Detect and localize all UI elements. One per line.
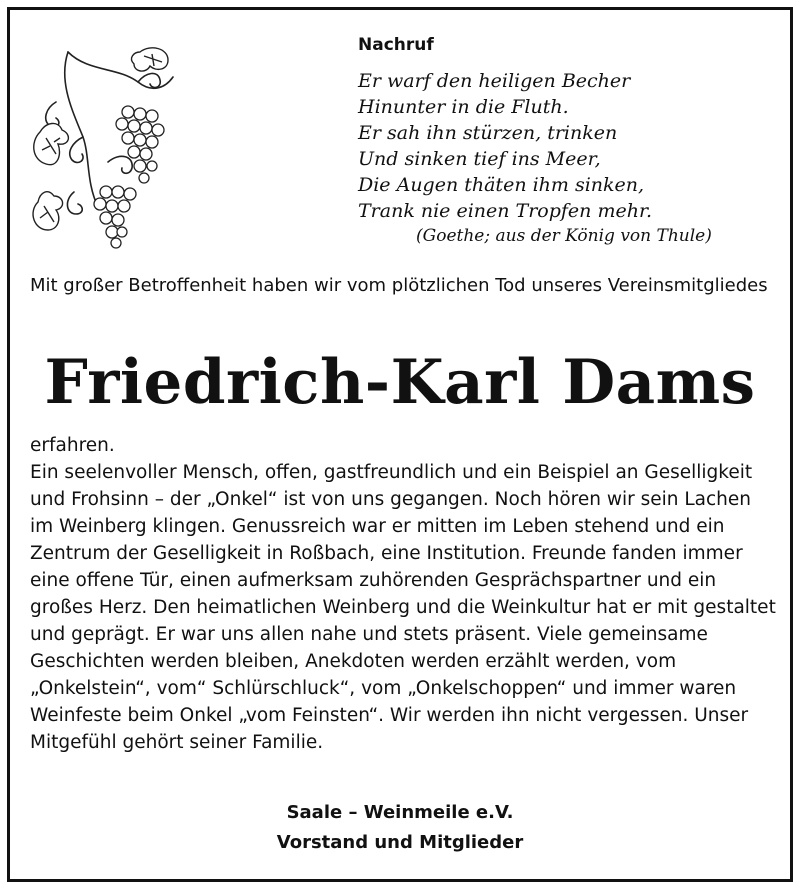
poem-line: Er sah ihn stürzen, trinken [358,122,618,144]
poem-line: Hinunter in die Fluth. [358,96,569,118]
poem-block [358,34,778,248]
intro-text: Mit großer Betroffenheit haben wir vom plötzlichen Tod unseres Vereinsmitgliedes [30,275,768,296]
obituary-body [30,432,776,756]
body-paragraph: Ein seelenvoller Mensch, offen, gastfreundlich und ein Beispiel an Geselligkeit und Frohsinn – der „Onkel“ ist von uns gegangen. Noch hören wir sein Lachen im Weinberg klingen. Genussreich war er mitten im Leben stehend und ein Zentrum der Geselligkeit in Roßbach, eine Institution. Freunde fanden immer eine offene Tür, einen aufmerksam zuhörenden Gesprächspartner und ein großes Herz. Den heimatlichen Weinberg und die Weinkultur hat er mit gestaltet und geprägt. Er war uns allen nahe und stets präsent. Viele gemeinsame Geschichten werden bleiben, Anekdoten werden erzählt werden, vom „Onkelstein“, vom“ Schlürschluck“, vom „Onkelschoppen“ und immer waren Weinfeste beim Onkel „vom Feinsten“. Wir werden ihn nicht vergessen. Unser Mitgefühl gehört seiner Familie. [30,462,776,753]
poem-line: Und sinken tief ins Meer, [358,148,601,170]
signature-block [0,798,800,858]
signature-organization: Saale – Weinmeile e.V. [286,802,514,823]
deceased-name: Friedrich-Karl Dams [44,347,756,418]
signature-members: Vorstand und Mitglieder [276,832,524,853]
poem-line: Die Augen thäten ihm sinken, [358,174,645,196]
poem-source: (Goethe; aus der König von Thule) [416,226,712,246]
poem-line: Trank nie einen Tropfen mehr. [358,200,652,222]
poem-title: Nachruf [358,35,434,55]
poem-line: Er warf den heiligen Becher [358,70,631,92]
grapevine-icon [28,42,178,252]
body-paragraph: erfahren. [30,435,115,456]
